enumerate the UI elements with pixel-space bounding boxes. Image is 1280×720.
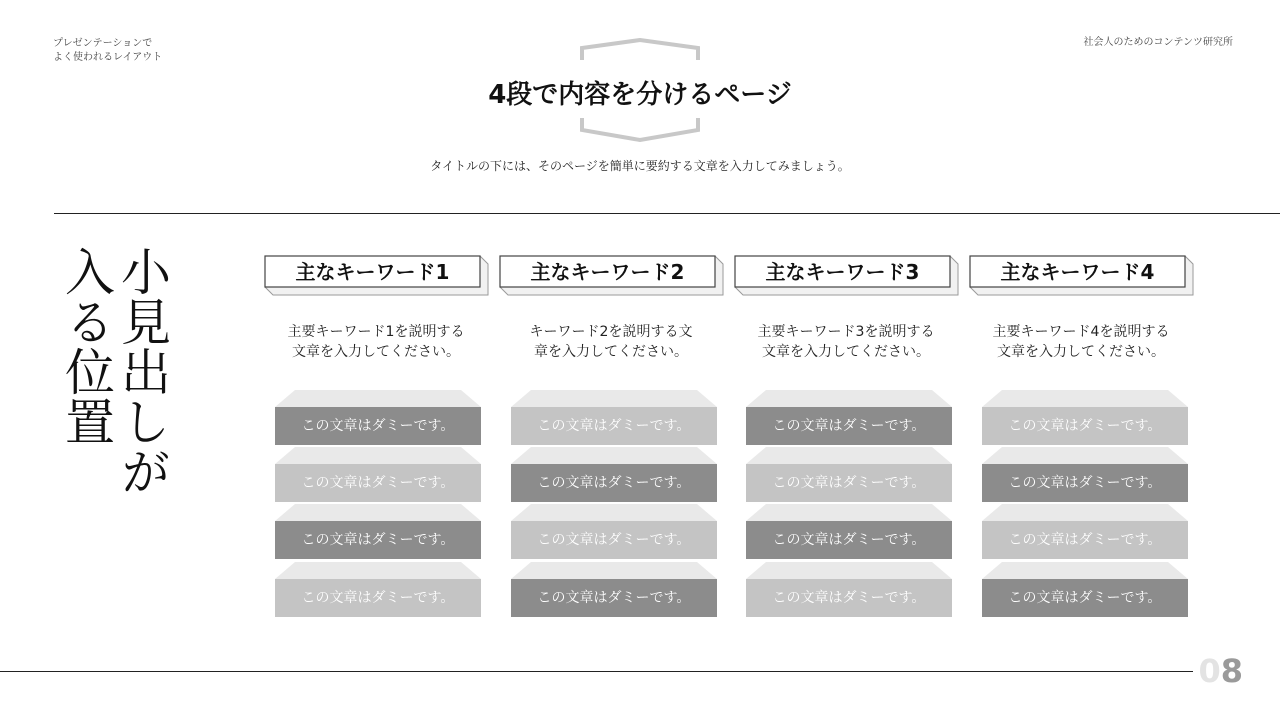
header-right-caption: 社会人のためのコンテンツ研究所: [1083, 37, 1233, 48]
bar-label: この文章はダミーです。: [301, 418, 455, 434]
page-number-strong: 8: [1220, 652, 1243, 690]
bar-label: この文章はダミーです。: [537, 532, 691, 548]
bar-label: この文章はダミーです。: [537, 590, 691, 606]
description-line-1: 主要キーワード3を説明する: [757, 324, 935, 340]
page-number: [1198, 652, 1243, 690]
bar-stack-2: [511, 390, 717, 626]
bar-stack-3: [746, 390, 952, 626]
bar-label: この文章はダミーです。: [301, 532, 455, 548]
bar-label: この文章はダミーです。: [1008, 418, 1162, 434]
page-subtitle: タイトルの下には、そのページを簡単に要約する文章を入力してみましょう。: [430, 159, 850, 173]
description-line-1: 主要キーワード4を説明する: [992, 324, 1170, 340]
keyword-column-1: [263, 254, 499, 362]
side-heading: [58, 246, 170, 516]
description-line-1: キーワード2を説明する文: [529, 324, 693, 340]
bar-label: この文章はダミーです。: [772, 532, 926, 548]
keyword-column-3: [733, 254, 969, 362]
bar-label: この文章はダミーです。: [537, 418, 691, 434]
keyword-label: 主なキーワード2: [530, 260, 685, 284]
bar-label: この文章はダミーです。: [537, 475, 691, 491]
bar-label: この文章はダミーです。: [1008, 532, 1162, 548]
keyword-description: [968, 322, 1194, 362]
description-line-2: 章を入力してください。: [534, 344, 688, 360]
bar-label: この文章はダミーです。: [772, 475, 926, 491]
top-divider: [54, 213, 1280, 214]
bar-label: この文章はダミーです。: [772, 418, 926, 434]
keyword-box: [733, 254, 959, 294]
keyword-box: [498, 254, 724, 294]
header-left-line-2: よく使われるレイアウト: [53, 52, 163, 63]
description-line-2: 文章を入力してください。: [292, 344, 460, 360]
bottom-divider: [0, 671, 1193, 672]
side-heading-line-1: 小見出しが: [113, 246, 171, 496]
page-title: 4段で内容を分けるページ: [488, 80, 792, 110]
keyword-label: 主なキーワード3: [765, 260, 920, 284]
bar-label: この文章はダミーです。: [1008, 475, 1162, 491]
side-heading-line-2: 入る位置: [57, 246, 115, 446]
keyword-label: 主なキーワード4: [1000, 260, 1155, 284]
page-number-dim: 0: [1198, 652, 1221, 690]
header-left-caption: [53, 37, 162, 65]
keyword-description: [263, 322, 489, 362]
header-left-line-1: プレゼンテーションで: [53, 38, 153, 49]
keyword-box: [968, 254, 1194, 294]
keyword-description: [733, 322, 959, 362]
bar-label: この文章はダミーです。: [301, 475, 455, 491]
keyword-description: [498, 322, 724, 362]
bar-label: この文章はダミーです。: [772, 590, 926, 606]
keyword-column-4: [968, 254, 1204, 362]
description-line-2: 文章を入力してください。: [997, 344, 1165, 360]
bar-label: この文章はダミーです。: [301, 590, 455, 606]
keyword-column-2: [498, 254, 734, 362]
bar-stack-1: [275, 390, 481, 626]
description-line-1: 主要キーワード1を説明する: [287, 324, 465, 340]
keyword-box: [263, 254, 489, 294]
keyword-label: 主なキーワード1: [295, 260, 450, 284]
bar-label: この文章はダミーです。: [1008, 590, 1162, 606]
bar-stack-4: [982, 390, 1188, 626]
description-line-2: 文章を入力してください。: [762, 344, 930, 360]
